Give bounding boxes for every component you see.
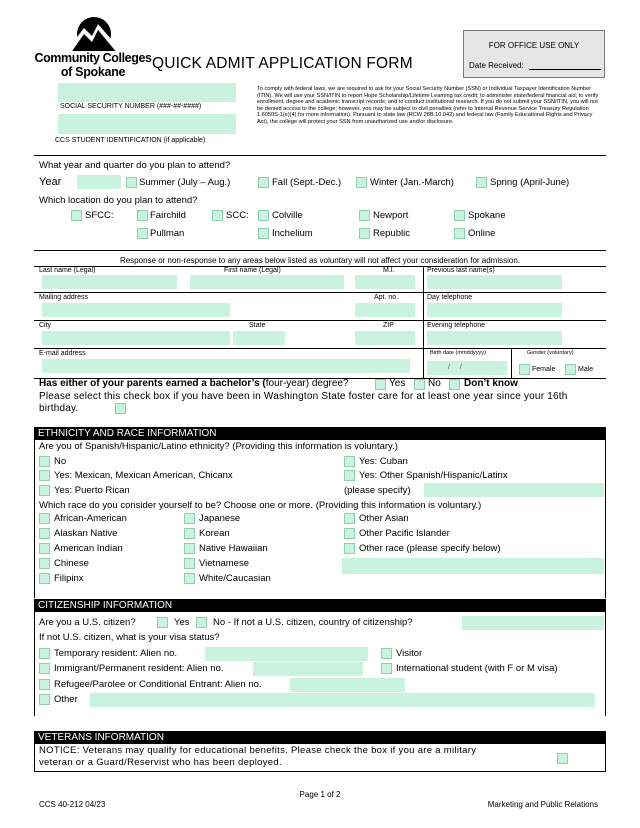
mi-input[interactable] — [355, 275, 415, 289]
race-white-label: White/Caucasian — [199, 573, 271, 584]
hispanic-cuban-checkbox[interactable] — [344, 456, 355, 467]
evening-phone-input[interactable] — [427, 331, 562, 345]
fall-label: Fall (Sept.-Dec.) — [272, 177, 342, 188]
us-citizen-yes-checkbox[interactable] — [157, 617, 168, 628]
race-chinese-label: Chinese — [54, 558, 89, 569]
birth-date-slashes: / / — [448, 364, 462, 371]
race-question: Which race do you consider yourself to be? Choose one or more. (Providing this information is voluntary.) — [39, 500, 482, 511]
winter-label: Winter (Jan.-March) — [370, 177, 454, 188]
pullman-label: Pullman — [150, 228, 185, 239]
ethnicity-header: ETHNICITY AND RACE INFORMATION — [34, 427, 606, 440]
hispanic-mexican-label: Yes: Mexican, Mexican American, Chicanx — [54, 470, 233, 481]
day-phone-input[interactable] — [427, 303, 562, 317]
country-of-citizenship-input[interactable] — [462, 616, 604, 630]
voluntary-note: Response or non-response to any areas below listed as voluntary will not affect your consideration for admission. — [119, 256, 521, 265]
hispanic-puerto-rican-label: Yes: Puerto Rican — [54, 485, 130, 496]
gender-label: Gender (voluntary) — [527, 350, 574, 356]
race-white-checkbox[interactable] — [184, 573, 195, 584]
race-filipinx-label: Filipinx — [54, 573, 84, 584]
zip-input[interactable] — [355, 331, 415, 345]
race-native-hawaiian-label: Native Hawaiian — [199, 543, 268, 554]
race-japanese-checkbox[interactable] — [184, 513, 195, 524]
veteran-checkbox[interactable] — [557, 753, 568, 764]
year-input[interactable] — [77, 175, 121, 189]
temporary-alien-no-input[interactable] — [205, 647, 368, 661]
department: Marketing and Public Relations — [487, 800, 598, 809]
ccs-id-label: CCS STUDENT IDENTIFICATION (if applicable) — [55, 137, 206, 144]
summer-label: Summer (July – Aug.) — [139, 177, 231, 188]
race-african-american-checkbox[interactable] — [39, 513, 50, 524]
form-title: QUICK ADMIT APPLICATION FORM — [152, 55, 413, 72]
office-use-box — [463, 30, 605, 78]
parents-dont-know-checkbox[interactable] — [449, 379, 460, 390]
sfcc-checkbox[interactable] — [71, 210, 82, 221]
date-received-line[interactable] — [529, 69, 601, 70]
table-row-line — [34, 348, 606, 349]
scc-checkbox[interactable] — [212, 210, 223, 221]
hispanic-specify-input[interactable] — [424, 483, 604, 497]
mailing-address-input[interactable] — [42, 303, 230, 317]
ssn-label: SOCIAL SECURITY NUMBER (###-##-####) — [60, 103, 202, 110]
temporary-resident-label: Temporary resident: Alien no. — [54, 648, 178, 659]
section-border — [34, 612, 35, 716]
refugee-label: Refugee/Parolee or Conditional Entrant: Alien no. — [54, 679, 262, 690]
hispanic-no-label: No — [54, 456, 67, 467]
refugee-alien-no-input[interactable] — [290, 678, 405, 692]
us-citizen-no-checkbox[interactable] — [196, 617, 207, 628]
logo-line-1: Community Colleges — [34, 51, 152, 65]
visitor-label: Visitor — [396, 648, 423, 659]
city-label: City — [39, 322, 52, 329]
race-korean-label: Korean — [199, 528, 230, 539]
colville-label: Colville — [272, 210, 303, 221]
race-other-label: Other race (please specify below) — [359, 543, 501, 554]
previous-names-label: Previous last name(s) — [427, 267, 495, 274]
newport-checkbox[interactable] — [359, 210, 370, 221]
pullman-checkbox[interactable] — [137, 228, 148, 239]
state-input[interactable] — [233, 331, 285, 345]
spokane-checkbox[interactable] — [454, 210, 465, 221]
table-row-line — [34, 320, 606, 321]
parents-yes-label: Yes — [389, 378, 406, 389]
veterans-notice: NOTICE: Veterans may qualify for educational benefits. Please check the box if you are a military veteran or a Guard/Reservist who has been deployed. — [39, 745, 477, 768]
race-other-asian-checkbox[interactable] — [344, 513, 355, 524]
parents-question-bold: Has either of your parents earned a bachelor’s ( — [39, 378, 266, 389]
fairchild-label: Fairchild — [150, 210, 186, 221]
scc-label: SCC: — [226, 210, 249, 221]
table-row-line — [34, 292, 606, 293]
sfcc-label: SFCC: — [85, 210, 114, 221]
immigrant-label: Immigrant/Permanent resident: Alien no. — [54, 663, 224, 674]
birth-date-label: Birth date (mmddyyyy) — [430, 350, 486, 356]
citizenship-header: CITIZENSHIP INFORMATION — [34, 599, 606, 612]
race-japanese-label: Japanese — [199, 513, 241, 524]
colville-checkbox[interactable] — [258, 210, 269, 221]
state-label: State — [249, 322, 266, 329]
birth-date-input[interactable] — [427, 361, 507, 375]
international-student-checkbox[interactable] — [381, 663, 392, 674]
previous-names-input[interactable] — [427, 275, 562, 289]
section-border — [605, 440, 606, 598]
race-vietnamese-checkbox[interactable] — [184, 558, 195, 569]
race-other-specify-input[interactable] — [342, 558, 604, 574]
online-label: Online — [468, 228, 496, 239]
parents-question — [39, 378, 349, 389]
race-other-checkbox[interactable] — [344, 543, 355, 554]
hispanic-mexican-checkbox[interactable] — [39, 470, 50, 481]
immigrant-checkbox[interactable] — [39, 663, 50, 674]
race-native-hawaiian-checkbox[interactable] — [184, 543, 195, 554]
spokane-label: Spokane — [468, 210, 506, 221]
republic-label: Republic — [373, 228, 410, 239]
table-divider — [423, 266, 424, 378]
foster-checkbox[interactable] — [115, 403, 126, 414]
male-label: Male — [578, 366, 594, 373]
republic-checkbox[interactable] — [359, 228, 370, 239]
hispanic-other-label: Yes: Other Spanish/Hispanic/Latinx — [359, 470, 508, 481]
immigrant-alien-no-input[interactable] — [253, 662, 363, 676]
mailing-address-label: Mailing address — [39, 294, 89, 301]
other-visa-input[interactable] — [90, 693, 595, 707]
table-top — [34, 266, 606, 267]
race-american-indian-label: American Indian — [54, 543, 123, 554]
evening-phone-label: Evening telephone — [427, 322, 485, 329]
other-visa-checkbox[interactable] — [39, 694, 50, 705]
office-use-title: FOR OFFICE USE ONLY — [488, 41, 580, 50]
fairchild-checkbox[interactable] — [137, 210, 148, 221]
newport-label: Newport — [373, 210, 409, 221]
male-checkbox[interactable] — [565, 364, 576, 375]
visitor-checkbox[interactable] — [381, 648, 392, 659]
parents-no-checkbox[interactable] — [414, 379, 425, 390]
summer-checkbox[interactable] — [126, 177, 137, 188]
race-korean-checkbox[interactable] — [184, 528, 195, 539]
refugee-checkbox[interactable] — [39, 679, 50, 690]
last-name-input[interactable] — [42, 275, 177, 289]
female-checkbox[interactable] — [519, 364, 530, 375]
email-label: E-mail address — [39, 350, 86, 357]
attend-question: What year and quarter do you plan to attend? — [39, 160, 231, 171]
email-input[interactable] — [42, 359, 410, 373]
last-name-label: Last name (Legal) — [39, 267, 96, 274]
city-input[interactable] — [42, 331, 230, 345]
race-alaskan-native-label: Alaskan Native — [54, 528, 118, 539]
divider — [34, 250, 606, 251]
hispanic-specify-label: (please specify) — [344, 485, 411, 496]
temporary-resident-checkbox[interactable] — [39, 648, 50, 659]
logo-line-2: of Spokane — [60, 65, 126, 79]
divider — [34, 155, 606, 156]
parents-no-label: No — [428, 378, 441, 389]
us-citizen-no-label: No - If not a U.S. citizen, country of citizenship? — [213, 617, 413, 628]
ssn-input[interactable] — [58, 83, 236, 102]
form-number: CCS 40-212 04/23 — [39, 800, 106, 809]
first-name-label: First name (Legal) — [224, 267, 281, 274]
ssn-notice: To comply with federal laws, we are required to ask for your Social Security Number (SSN) or Individual Taxpayer Identification Number (ITIN). We will use your SSN/ITIN to report Hope Scholarship/Lifetime Learning tax credit; to administer state/federal financial aid; to verify enrollment, degree and academic transcript records; and to conduct institutional research. If you do not submit your SSN/ITIN, you will not be denied access to the college; however, you may be subject to civil penalties (refer to Internal Revenue Service Treasury Regulation 1.6050S-1(e)(4) for more information). Pursuant to state law (RCW 28B.10.042) and federal law (Family Educational Rights and Privacy Act), the college will protect your SSN from unauthorized use and/or disclosure. — [257, 86, 599, 125]
race-other-pacific-checkbox[interactable] — [344, 528, 355, 539]
foster-text: Please select this check box if you have been in Washington State foster care for at least one year since your 16th birthday. — [39, 391, 568, 414]
race-american-indian-checkbox[interactable] — [39, 543, 50, 554]
online-checkbox[interactable] — [454, 228, 465, 239]
us-citizen-question: Are you a U.S. citizen? — [39, 617, 136, 628]
winter-checkbox[interactable] — [356, 177, 367, 188]
spring-checkbox[interactable] — [476, 177, 487, 188]
parents-yes-checkbox[interactable] — [375, 379, 386, 390]
table-divider — [511, 348, 512, 378]
parents-question-text: four-year) degree? — [265, 378, 349, 389]
hispanic-other-checkbox[interactable] — [344, 470, 355, 481]
location-question: Which location do you plan to attend? — [39, 195, 198, 206]
race-other-pacific-label: Other Pacific Islander — [359, 528, 450, 539]
zip-label: ZIP — [383, 322, 394, 329]
year-label: Year — [39, 176, 62, 188]
hispanic-question: Are you of Spanish/Hispanic/Latino ethnicity? (Providing this information is voluntary.) — [39, 441, 398, 452]
logo — [34, 14, 152, 79]
mountain-logo-icon — [34, 14, 152, 54]
race-filipinx-checkbox[interactable] — [39, 573, 50, 584]
inchelium-checkbox[interactable] — [258, 228, 269, 239]
us-citizen-yes-label: Yes — [174, 617, 190, 628]
race-alaskan-native-checkbox[interactable] — [39, 528, 50, 539]
day-phone-label: Day telephone — [427, 294, 473, 301]
hispanic-cuban-label: Yes: Cuban — [359, 456, 408, 467]
veterans-header: VETERANS INFORMATION — [34, 731, 606, 744]
hispanic-no-checkbox[interactable] — [39, 456, 50, 467]
inchelium-label: Inchelium — [272, 228, 313, 239]
first-name-input[interactable] — [190, 275, 344, 289]
female-label: Female — [532, 366, 556, 373]
apt-label: Apt. no. — [374, 294, 399, 301]
international-student-label: International student (with F or M visa) — [396, 663, 558, 674]
other-visa-label: Other — [54, 694, 78, 705]
apt-input[interactable] — [355, 303, 415, 317]
hispanic-puerto-rican-checkbox[interactable] — [39, 485, 50, 496]
fall-checkbox[interactable] — [258, 177, 269, 188]
race-vietnamese-label: Vietnamese — [199, 558, 249, 569]
spring-label: Spring (April-June) — [490, 177, 570, 188]
page-number: Page 1 of 2 — [299, 790, 341, 799]
ccs-id-input[interactable] — [58, 114, 236, 134]
section-border — [605, 612, 606, 716]
race-other-asian-label: Other Asian — [359, 513, 409, 524]
date-received-label: Date Received: — [469, 61, 524, 70]
parents-dont-know-label: Don’t know — [464, 378, 518, 389]
race-chinese-checkbox[interactable] — [39, 558, 50, 569]
mi-label: M.I. — [383, 267, 395, 274]
visa-status-question: If not U.S. citizen, what is your visa status? — [39, 632, 220, 643]
section-border — [34, 440, 35, 598]
race-african-american-label: African-American — [54, 513, 127, 524]
